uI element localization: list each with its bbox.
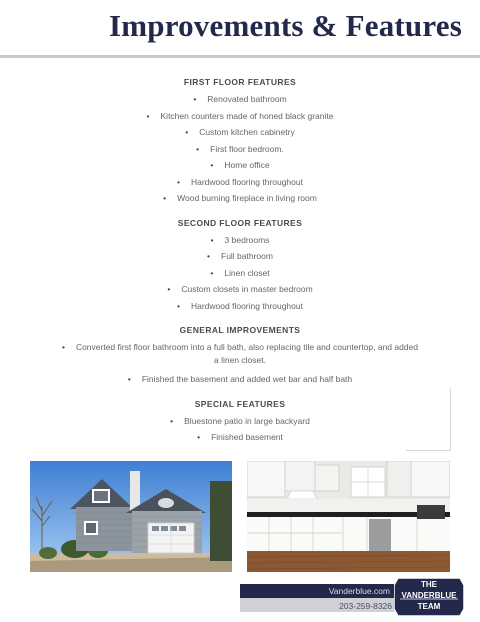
bullet-icon: • [210,160,214,170]
list-item: • Home office [210,160,270,170]
section-heading: GENERAL IMPROVEMENTS [179,325,301,335]
general-improvements-section [0,321,480,388]
bullet-icon: • [170,415,174,426]
list-item: • Finished basement [197,432,283,442]
list-item: • 3 bedrooms [210,234,270,245]
list-item: • Custom kitchen cabinetry [185,127,295,137]
bullet-icon: • [196,143,200,154]
list-item: • Custom closets in master bedroom [167,284,313,294]
bullet-icon: • [61,342,65,352]
kitchen-photo [247,461,450,572]
first-floor-section [0,73,480,207]
bullet-icon: • [177,176,180,187]
bullet-icon: • [207,251,210,261]
list-item: • Hardwood flooring throughout [177,176,303,187]
bullet-icon: • [197,432,201,442]
list-item: • Kitchen counters made of honed black granite [146,110,334,121]
logo-text-vanderblue: VANDERBLUE [401,591,457,600]
list-item: • Converted first floor bathroom into a full bath, also replacing tile and countertop, and added a linen closet. [61,342,419,365]
list-item: • First floor bedroom. [196,143,284,154]
section-heading: SPECIAL FEATURES [194,398,286,409]
section-heading: SECOND FLOOR FEATURES [177,217,303,228]
list-item: • Wood burning fireplace in living room [163,193,317,203]
house-exterior-photo [30,461,232,572]
bullet-icon: • [185,127,189,137]
list-item: • Finished the basement and added wet bar and half bath [127,374,353,384]
title-divider [0,55,480,58]
list-item: • Renovated bathroom [193,94,287,104]
logo-text-team: TEAM [417,602,441,611]
list-item: • Full bathroom [207,251,273,261]
logo-text-the: THE [421,580,437,589]
bullet-icon: • [146,110,150,121]
bullet-icon: • [167,284,171,294]
bullet-icon: • [193,94,197,104]
footer-website[interactable]: Vanderblue.com [328,586,390,596]
bullet-icon: • [127,374,131,384]
list-item: • Linen closet [210,267,270,278]
bullet-icon: • [210,267,214,278]
bullet-icon: • [163,193,167,203]
bullet-icon: • [210,234,214,245]
page-title: Improvements & Features [108,8,462,43]
bullet-icon: • [177,300,180,311]
list-item: • Hardwood flooring throughout [177,300,303,311]
list-item: • Bluestone patio in large backyard [170,415,310,426]
footer-phone: 203-259-8326 [339,601,392,611]
decorative-corner-line [406,388,451,451]
section-heading: FIRST FLOOR FEATURES [183,77,297,87]
second-floor-section [0,214,480,315]
